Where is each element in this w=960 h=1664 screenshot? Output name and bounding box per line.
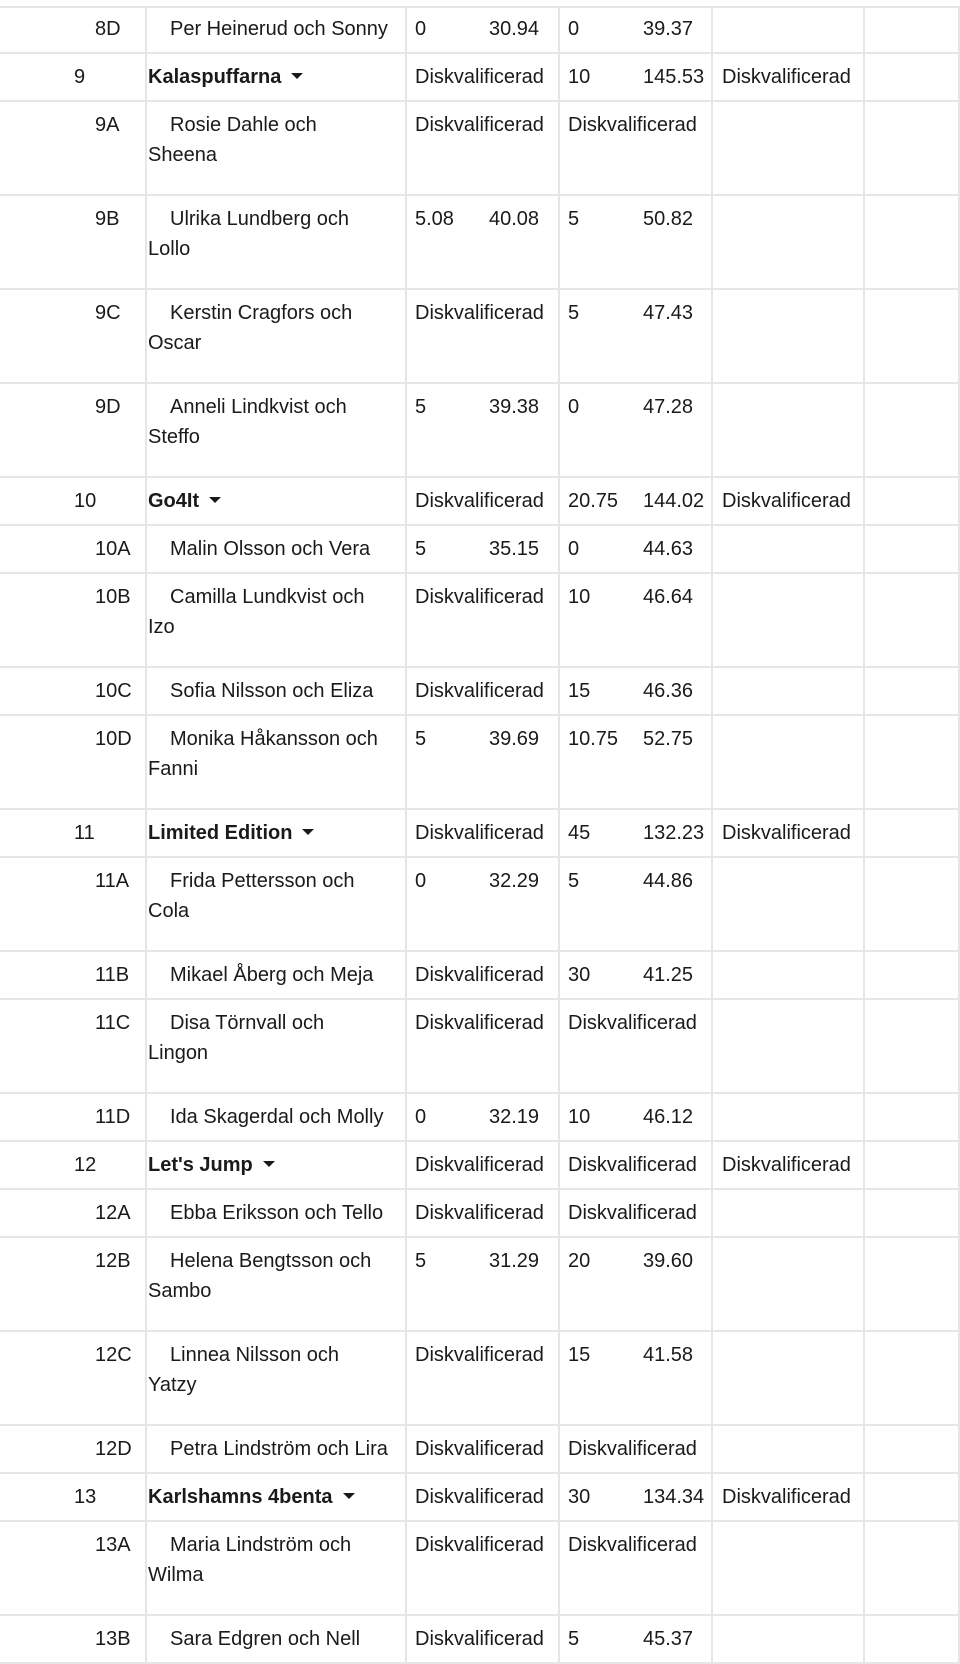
column-divider [145, 1616, 147, 1662]
column-divider [863, 810, 865, 856]
column-divider [711, 1238, 713, 1330]
column-divider [405, 1000, 407, 1092]
result-value: 134.34 [643, 1486, 705, 1508]
row-number: 9D [95, 396, 121, 418]
column-divider [863, 1474, 865, 1520]
column-divider [558, 716, 560, 808]
column-divider [863, 384, 865, 476]
equipage-name: Ulrika Lundberg och [170, 208, 349, 230]
column-divider [145, 1238, 147, 1330]
column-divider [145, 384, 147, 476]
column-divider [558, 102, 560, 194]
column-divider [558, 526, 560, 572]
table-row [0, 1000, 960, 1092]
column-divider [405, 1190, 407, 1236]
result-value: 50.82 [643, 208, 694, 230]
team-row [0, 1474, 960, 1520]
column-divider [558, 6, 560, 52]
result-value: Diskvalificerad [415, 1202, 544, 1224]
column-divider [863, 1522, 865, 1614]
column-divider [145, 1426, 147, 1472]
result-value: Diskvalificerad [415, 66, 544, 88]
result-value: 5 [415, 728, 427, 750]
table-row [0, 526, 960, 572]
result-value: 20 [568, 1250, 591, 1272]
equipage-name: Ida Skagerdal och Molly [170, 1106, 384, 1128]
result-value: 47.28 [643, 396, 694, 418]
result-value: Diskvalificerad [568, 1534, 697, 1556]
result-value: 0 [415, 18, 427, 40]
column-divider [863, 858, 865, 950]
column-divider [863, 1332, 865, 1424]
column-divider [863, 6, 865, 52]
row-number: 9B [95, 208, 120, 230]
table-row [0, 1332, 960, 1424]
table-row [0, 858, 960, 950]
column-divider [711, 716, 713, 808]
table-row [0, 1190, 960, 1236]
row-number: 10D [95, 728, 132, 750]
column-divider [405, 196, 407, 288]
column-divider [558, 1238, 560, 1330]
team-name[interactable]: Limited Edition [148, 818, 314, 848]
result-value: 32.29 [489, 870, 540, 892]
team-row [0, 1142, 960, 1188]
table-row [0, 196, 960, 288]
column-divider [863, 1616, 865, 1662]
column-divider [863, 1190, 865, 1236]
column-divider [863, 478, 865, 524]
column-divider [145, 1522, 147, 1614]
column-divider [145, 1190, 147, 1236]
column-divider [863, 716, 865, 808]
table-row [0, 290, 960, 382]
row-number: 11C [95, 1012, 131, 1034]
column-divider [863, 1094, 865, 1140]
equipage-name: Sheena [148, 144, 217, 166]
result-value: Diskvalificerad [415, 1534, 544, 1556]
team-row [0, 54, 960, 100]
result-value: 10 [568, 66, 591, 88]
equipage-name: Malin Olsson och Vera [170, 538, 371, 560]
column-divider [711, 384, 713, 476]
team-name[interactable]: Karlshamns 4benta [148, 1482, 355, 1512]
total-result: Diskvalificerad [722, 1486, 851, 1508]
column-divider [558, 574, 560, 666]
column-divider [145, 6, 147, 52]
column-divider [405, 102, 407, 194]
row-number: 13A [95, 1534, 131, 1556]
result-value: 40.08 [489, 208, 540, 230]
column-divider [405, 478, 407, 524]
column-divider [558, 1142, 560, 1188]
column-divider [145, 1000, 147, 1092]
result-value: 20.75 [568, 490, 619, 512]
column-divider [863, 1426, 865, 1472]
row-number: 13 [74, 1486, 97, 1508]
result-value: Diskvalificerad [415, 586, 544, 608]
result-value: Diskvalificerad [415, 1486, 544, 1508]
column-divider [405, 1142, 407, 1188]
row-number: 12B [95, 1250, 131, 1272]
result-value: 39.38 [489, 396, 540, 418]
column-divider [711, 1616, 713, 1662]
column-divider [405, 1094, 407, 1140]
table-row [0, 102, 960, 194]
result-value: Diskvalificerad [415, 1438, 544, 1460]
table-row [0, 1522, 960, 1614]
column-divider [405, 54, 407, 100]
equipage-name: Camilla Lundkvist och [170, 586, 365, 608]
column-divider [863, 1238, 865, 1330]
column-divider [405, 290, 407, 382]
column-divider [558, 478, 560, 524]
result-value: Diskvalificerad [415, 1154, 544, 1176]
column-divider [145, 54, 147, 100]
result-value: Diskvalificerad [415, 822, 544, 844]
column-divider [711, 952, 713, 998]
result-value: 39.60 [643, 1250, 694, 1272]
equipage-name: Helena Bengtsson och [170, 1250, 372, 1272]
column-divider [863, 290, 865, 382]
result-value: 10.75 [568, 728, 619, 750]
column-divider [863, 102, 865, 194]
column-divider [558, 1000, 560, 1092]
column-divider [405, 1426, 407, 1472]
result-value: 5 [568, 870, 580, 892]
result-value: 145.53 [643, 66, 705, 88]
result-value: Diskvalificerad [415, 1628, 544, 1650]
column-divider [558, 1522, 560, 1614]
column-divider [405, 574, 407, 666]
result-value: 0 [568, 18, 580, 40]
result-value: Diskvalificerad [568, 1012, 697, 1034]
column-divider [405, 1238, 407, 1330]
column-divider [405, 1474, 407, 1520]
result-value: Diskvalificerad [415, 964, 544, 986]
result-value: 31.29 [489, 1250, 540, 1272]
team-row [0, 478, 960, 524]
table-row [0, 716, 960, 808]
equipage-name: Sofia Nilsson och Eliza [170, 680, 374, 702]
equipage-name: Rosie Dahle och [170, 114, 317, 136]
equipage-name: Monika Håkansson och [170, 728, 378, 750]
column-divider [405, 1332, 407, 1424]
column-divider [711, 574, 713, 666]
row-number: 10C [95, 680, 132, 702]
result-value: 144.02 [643, 490, 705, 512]
result-value: Diskvalificerad [415, 114, 544, 136]
column-divider [711, 102, 713, 194]
result-value: 30 [568, 1486, 591, 1508]
result-value: 45.37 [643, 1628, 694, 1650]
equipage-name: Lingon [148, 1042, 209, 1064]
result-value: Diskvalificerad [568, 114, 697, 136]
column-divider [863, 1000, 865, 1092]
column-divider [405, 526, 407, 572]
column-divider [145, 478, 147, 524]
row-number: 12A [95, 1202, 131, 1224]
column-divider [711, 526, 713, 572]
column-divider [558, 952, 560, 998]
table-row [0, 1238, 960, 1330]
equipage-name: Steffo [148, 426, 200, 448]
caret-down-icon[interactable] [209, 497, 221, 503]
column-divider [863, 526, 865, 572]
equipage-name: Cola [148, 900, 190, 922]
equipage-name: Lollo [148, 238, 191, 260]
column-divider [863, 574, 865, 666]
column-divider [405, 952, 407, 998]
equipage-name: Sara Edgren och Nell [170, 1628, 361, 1650]
result-value: 5 [568, 208, 580, 230]
column-divider [145, 1474, 147, 1520]
result-value: 5 [568, 302, 580, 324]
result-value: 5 [415, 396, 427, 418]
row-number: 12C [95, 1344, 132, 1366]
result-value: 5 [568, 1628, 580, 1650]
column-divider [145, 196, 147, 288]
equipage-name: Disa Törnvall och [170, 1012, 325, 1034]
result-value: 32.19 [489, 1106, 540, 1128]
column-divider [711, 1190, 713, 1236]
equipage-name: Linnea Nilsson och [170, 1344, 339, 1366]
result-value: 10 [568, 1106, 591, 1128]
row-number: 11D [95, 1106, 131, 1128]
column-divider [558, 668, 560, 714]
column-divider [145, 1142, 147, 1188]
caret-down-icon[interactable] [343, 1493, 355, 1499]
result-value: 39.37 [643, 18, 694, 40]
result-value: Diskvalificerad [415, 1344, 544, 1366]
result-value: Diskvalificerad [568, 1202, 697, 1224]
caret-down-icon[interactable] [263, 1161, 275, 1167]
team-name[interactable]: Kalaspuffarna [148, 62, 303, 92]
equipage-name: Mikael Åberg och Meja [170, 964, 374, 986]
column-divider [711, 810, 713, 856]
equipage-name: Fanni [148, 758, 199, 780]
column-divider [145, 810, 147, 856]
column-divider [558, 1426, 560, 1472]
result-value: 15 [568, 680, 591, 702]
column-divider [863, 1142, 865, 1188]
result-value: Diskvalificerad [568, 1438, 697, 1460]
equipage-name: Maria Lindström och [170, 1534, 352, 1556]
result-value: 44.86 [643, 870, 694, 892]
column-divider [711, 1000, 713, 1092]
column-divider [711, 478, 713, 524]
row-number: 9 [74, 66, 86, 88]
column-divider [711, 1474, 713, 1520]
row-number: 13B [95, 1628, 131, 1650]
equipage-name: Per Heinerud och Sonny [170, 18, 388, 40]
total-result: Diskvalificerad [722, 1154, 851, 1176]
result-value: Diskvalificerad [415, 490, 544, 512]
column-divider [558, 290, 560, 382]
result-value: 41.25 [643, 964, 694, 986]
column-divider [405, 1522, 407, 1614]
result-value: 44.63 [643, 538, 694, 560]
column-divider [558, 1474, 560, 1520]
column-divider [405, 1616, 407, 1662]
result-value: Diskvalificerad [415, 1012, 544, 1034]
team-name[interactable]: Go4It [148, 486, 221, 516]
result-value: Diskvalificerad [568, 1154, 697, 1176]
equipage-name: Petra Lindström och Lira [170, 1438, 388, 1460]
result-value: Diskvalificerad [415, 680, 544, 702]
column-divider [145, 102, 147, 194]
row-number: 10 [74, 490, 97, 512]
result-value: 52.75 [643, 728, 694, 750]
column-divider [863, 668, 865, 714]
row-number: 9A [95, 114, 120, 136]
team-name[interactable]: Let's Jump [148, 1150, 275, 1180]
column-divider [145, 952, 147, 998]
equipage-name: Frida Pettersson och [170, 870, 355, 892]
row-number: 12 [74, 1154, 97, 1176]
column-divider [405, 668, 407, 714]
row-number: 11 [74, 822, 95, 844]
row-number: 10A [95, 538, 131, 560]
row-number: 11B [95, 964, 130, 986]
table-row [0, 574, 960, 666]
column-divider [145, 290, 147, 382]
column-divider [145, 526, 147, 572]
total-result: Diskvalificerad [722, 66, 851, 88]
equipage-name: Wilma [148, 1564, 204, 1586]
table-row [0, 1094, 960, 1140]
column-divider [558, 810, 560, 856]
equipage-name: Yatzy [148, 1374, 197, 1396]
result-value: 35.15 [489, 538, 540, 560]
team-row [0, 810, 960, 856]
result-value: 0 [415, 1106, 427, 1128]
column-divider [145, 574, 147, 666]
result-value: 30.94 [489, 18, 540, 40]
column-divider [558, 384, 560, 476]
column-divider [405, 6, 407, 52]
result-value: 46.64 [643, 586, 694, 608]
column-divider [863, 952, 865, 998]
column-divider [711, 6, 713, 52]
equipage-name: Anneli Lindkvist och [170, 396, 347, 418]
column-divider [558, 196, 560, 288]
result-value: 5 [415, 1250, 427, 1272]
result-value: 41.58 [643, 1344, 694, 1366]
equipage-name: Izo [148, 616, 175, 638]
caret-down-icon[interactable] [302, 829, 314, 835]
column-divider [863, 196, 865, 288]
column-divider [711, 1522, 713, 1614]
equipage-name: Ebba Eriksson och Tello [170, 1202, 384, 1224]
column-divider [711, 196, 713, 288]
table-row [0, 952, 960, 998]
column-divider [405, 858, 407, 950]
row-number: 10B [95, 586, 131, 608]
column-divider [558, 1190, 560, 1236]
column-divider [405, 384, 407, 476]
column-divider [145, 1332, 147, 1424]
column-divider [711, 1142, 713, 1188]
column-divider [558, 54, 560, 100]
result-value: Diskvalificerad [415, 302, 544, 324]
column-divider [558, 1616, 560, 1662]
result-value: 132.23 [643, 822, 705, 844]
table-row [0, 1426, 960, 1472]
equipage-name: Kerstin Cragfors och [170, 302, 353, 324]
caret-down-icon[interactable] [291, 73, 303, 79]
result-value: 30 [568, 964, 591, 986]
column-divider [863, 54, 865, 100]
column-divider [145, 1094, 147, 1140]
total-result: Diskvalificerad [722, 822, 851, 844]
column-divider [711, 1426, 713, 1472]
column-divider [405, 716, 407, 808]
table-row [0, 6, 960, 52]
table-row [0, 384, 960, 476]
row-number: 11A [95, 870, 130, 892]
column-divider [145, 716, 147, 808]
column-divider [558, 1332, 560, 1424]
column-divider [711, 858, 713, 950]
column-divider [405, 810, 407, 856]
result-value: 15 [568, 1344, 591, 1366]
column-divider [711, 290, 713, 382]
table-row [0, 1616, 960, 1662]
equipage-name: Sambo [148, 1280, 212, 1302]
row-number: 12D [95, 1438, 132, 1460]
column-divider [711, 54, 713, 100]
column-divider [711, 1094, 713, 1140]
result-value: 46.12 [643, 1106, 694, 1128]
column-divider [711, 1332, 713, 1424]
total-result: Diskvalificerad [722, 490, 851, 512]
result-value: 5 [415, 538, 427, 560]
column-divider [145, 858, 147, 950]
equipage-name: Oscar [148, 332, 202, 354]
result-value: 39.69 [489, 728, 540, 750]
column-divider [558, 1094, 560, 1140]
column-divider [711, 668, 713, 714]
result-value: 0 [568, 396, 580, 418]
result-value: 45 [568, 822, 591, 844]
result-value: 47.43 [643, 302, 694, 324]
row-number: 9C [95, 302, 121, 324]
result-value: 0 [415, 870, 427, 892]
result-value: 46.36 [643, 680, 694, 702]
result-value: 5.08 [415, 208, 454, 230]
result-value: 0 [568, 538, 580, 560]
column-divider [145, 668, 147, 714]
result-value: 10 [568, 586, 591, 608]
column-divider [558, 858, 560, 950]
table-row [0, 668, 960, 714]
row-number: 8D [95, 18, 121, 40]
